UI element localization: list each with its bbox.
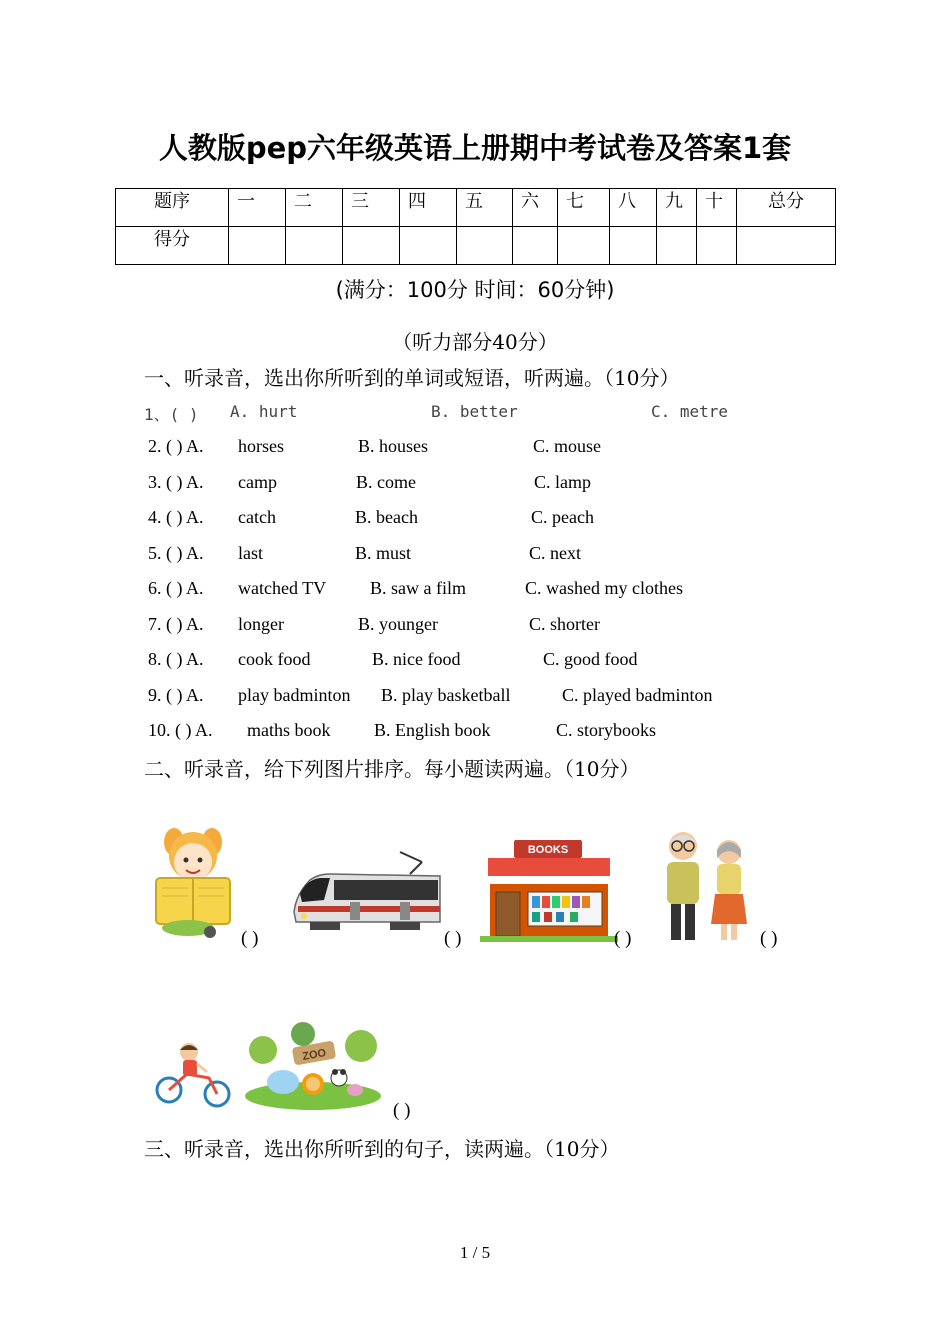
section-2-heading: 二、听录音，给下列图片排序。每小题读两遍。（10分） bbox=[144, 757, 640, 781]
question-number: 4. ( ) A. bbox=[148, 507, 204, 527]
option-b[interactable]: B. younger bbox=[358, 614, 438, 634]
score-header-cell: 五 bbox=[457, 189, 513, 227]
score-header-cell: 题序 bbox=[116, 189, 229, 227]
option-c[interactable]: C. storybooks bbox=[556, 720, 657, 740]
option-a[interactable]: play badminton bbox=[238, 685, 351, 705]
option-c[interactable]: C. shorter bbox=[529, 614, 600, 634]
score-cell[interactable] bbox=[400, 227, 457, 265]
score-cell[interactable] bbox=[286, 227, 343, 265]
option-c[interactable]: C. good food bbox=[543, 649, 638, 669]
answer-blank[interactable]: ( ) bbox=[614, 928, 632, 949]
option-a[interactable]: last bbox=[238, 543, 263, 563]
question-number: 8. ( ) A. bbox=[148, 649, 204, 669]
question-number: 7. ( ) A. bbox=[148, 614, 204, 634]
question-1-option-a[interactable]: A. hurt bbox=[230, 402, 298, 421]
question-1-option-b[interactable]: B. better bbox=[431, 402, 518, 421]
option-c[interactable]: C. lamp bbox=[534, 472, 591, 492]
score-header-cell: 十 bbox=[697, 189, 737, 227]
option-c[interactable]: C. peach bbox=[531, 507, 594, 527]
question-number: 6. ( ) A. bbox=[148, 578, 204, 598]
option-b[interactable]: B. come bbox=[356, 472, 416, 492]
option-b[interactable]: B. saw a film bbox=[370, 578, 466, 598]
question-1-number: 1、( ) bbox=[144, 405, 199, 424]
answer-blank[interactable]: ( ) bbox=[760, 928, 778, 949]
girl-cycling-image bbox=[153, 1040, 233, 1112]
option-a[interactable]: cook food bbox=[238, 649, 311, 669]
score-header-cell: 八 bbox=[610, 189, 657, 227]
answer-blank[interactable]: ( ) bbox=[393, 1100, 411, 1121]
score-header-cell: 二 bbox=[286, 189, 343, 227]
score-cell[interactable] bbox=[513, 227, 558, 265]
option-c[interactable]: C. washed my clothes bbox=[525, 578, 683, 598]
score-header-cell: 九 bbox=[657, 189, 697, 227]
score-row-label: 得分 bbox=[116, 227, 229, 265]
option-c[interactable]: C. played badminton bbox=[562, 685, 713, 705]
question-number: 3. ( ) A. bbox=[148, 472, 204, 492]
score-cell[interactable] bbox=[610, 227, 657, 265]
option-b[interactable]: B. must bbox=[355, 543, 412, 563]
question-number: 2. ( ) A. bbox=[148, 436, 204, 456]
answer-blank[interactable]: ( ) bbox=[241, 928, 259, 949]
option-c[interactable]: C. mouse bbox=[533, 436, 602, 456]
question-number: 10. ( ) A. bbox=[148, 720, 213, 740]
option-b[interactable]: B. beach bbox=[355, 507, 418, 527]
score-cell[interactable] bbox=[697, 227, 737, 265]
bookshop-image bbox=[480, 838, 618, 942]
zoo-image bbox=[243, 1020, 383, 1112]
option-c[interactable]: C. next bbox=[529, 543, 581, 563]
page-number: 1 / 5 bbox=[459, 1243, 491, 1262]
score-cell[interactable] bbox=[457, 227, 513, 265]
exam-info: (满分：100分 时间：60分钟) bbox=[335, 278, 615, 302]
option-b[interactable]: B. play basketball bbox=[381, 685, 511, 705]
option-a[interactable]: horses bbox=[238, 436, 284, 456]
question-1-option-c[interactable]: C. metre bbox=[651, 402, 729, 421]
section-1-heading: 一、听录音，选出你所听到的单词或短语，听两遍。（10分） bbox=[144, 366, 680, 390]
score-header-cell: 一 bbox=[229, 189, 286, 227]
score-header-cell: 总分 bbox=[737, 189, 836, 227]
question-number: 9. ( ) A. bbox=[148, 685, 204, 705]
option-a[interactable]: longer bbox=[238, 614, 284, 634]
score-cell[interactable] bbox=[343, 227, 400, 265]
books-sign-text: BOOKS bbox=[527, 844, 569, 856]
option-a[interactable]: catch bbox=[238, 507, 276, 527]
score-cell[interactable] bbox=[657, 227, 697, 265]
option-b[interactable]: B. nice food bbox=[372, 649, 461, 669]
score-cell[interactable] bbox=[558, 227, 610, 265]
option-b[interactable]: B. English book bbox=[374, 720, 491, 740]
score-table bbox=[115, 188, 836, 265]
score-header-cell: 七 bbox=[558, 189, 610, 227]
section-3-heading: 三、听录音，选出你所听到的句子，读两遍。（10分） bbox=[144, 1137, 620, 1161]
page-title: 人教版pep六年级英语上册期中考试卷及答案1套 bbox=[158, 131, 792, 165]
score-header-cell: 四 bbox=[400, 189, 457, 227]
score-cell[interactable] bbox=[737, 227, 836, 265]
option-b[interactable]: B. houses bbox=[358, 436, 429, 456]
score-table-header-row bbox=[116, 189, 836, 227]
score-table-score-row bbox=[116, 227, 836, 265]
girl-reading-image bbox=[148, 822, 238, 940]
listening-subtitle: （听力部分40分） bbox=[392, 330, 558, 354]
score-header-cell: 三 bbox=[343, 189, 400, 227]
option-a[interactable]: maths book bbox=[247, 720, 331, 740]
question-number: 5. ( ) A. bbox=[148, 543, 204, 563]
tram-image bbox=[290, 850, 442, 934]
score-cell[interactable] bbox=[229, 227, 286, 265]
option-a[interactable]: watched TV bbox=[238, 578, 327, 598]
grandparents-image bbox=[655, 828, 749, 944]
answer-blank[interactable]: ( ) bbox=[444, 928, 462, 949]
option-a[interactable]: camp bbox=[238, 472, 277, 492]
score-header-cell: 六 bbox=[513, 189, 558, 227]
zoo-sign-text: ZOO bbox=[301, 1046, 328, 1063]
